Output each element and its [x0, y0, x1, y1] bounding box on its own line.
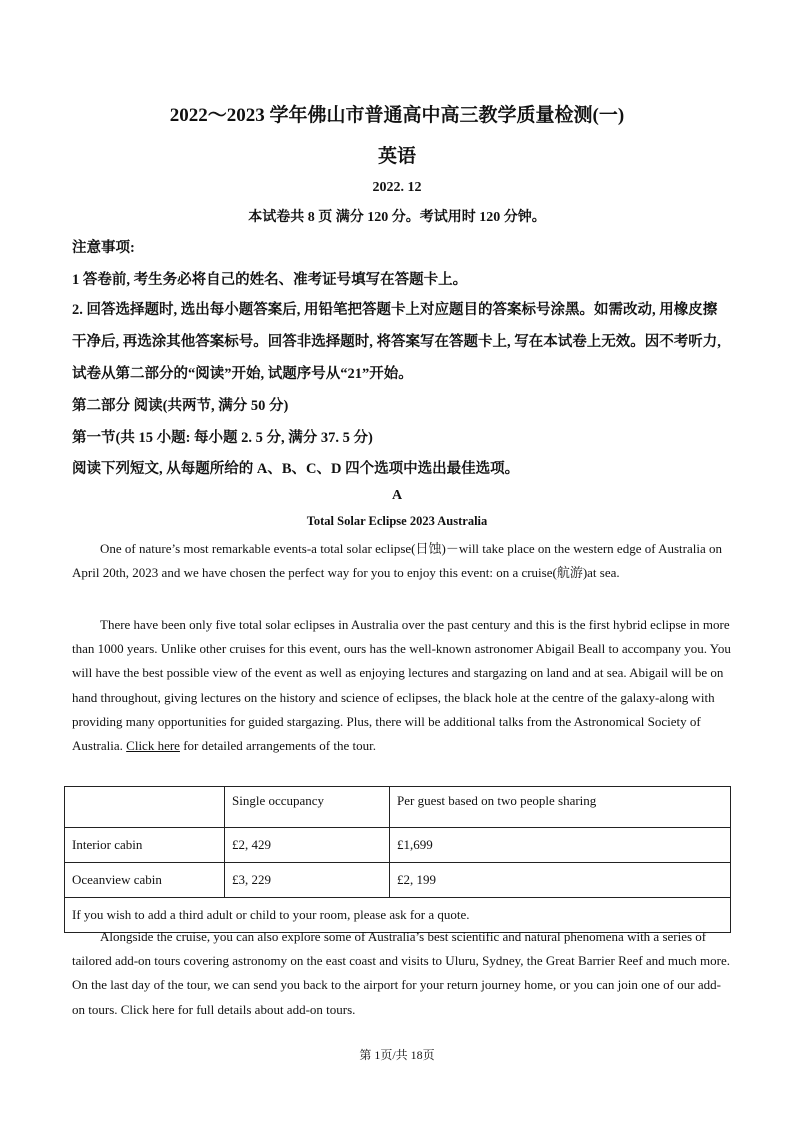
table-header-cell: Per guest based on two people sharing [390, 787, 731, 828]
table-row [65, 863, 731, 898]
table-cell: £3, 229 [225, 863, 390, 898]
subject-heading: 英语 [377, 146, 416, 167]
instructions-heading: 注意事项: [72, 240, 135, 256]
table-header-cell: Single occupancy [225, 787, 390, 828]
exam-info: 本试卷共 8 页 满分 120 分。考试用时 120 分钟。 [248, 210, 546, 225]
table-cell: £1,699 [390, 828, 731, 863]
table-note: If you wish to add a third adult or child to your room, please ask for a quote. [65, 898, 731, 933]
paragraph-2-text-b: for detailed arrangements of the tour. [179, 738, 376, 754]
page-number: 第 1页/共 18页 [359, 1048, 435, 1062]
instruction-item-1: 1 答卷前, 考生务必将自己的姓名、准考证号填写在答题卡上。 [72, 272, 468, 288]
part-heading: 第二部分 阅读(共两节, 满分 50 分) [72, 398, 289, 414]
paragraph-2 [72, 613, 732, 758]
paragraph-2-text-a: There have been only five total solar eclipses in Australia over the past century and this is the first hybrid eclipse in more than 1000 years. Unlike other cruises for this event, ours has the well-known astronomer Abigail Beall to accompany you. You will have the best possible view of the event as well as enjoying lectures and stargazing on land and at sea. Abigail will be on hand throughout, giving lectures on the history and science of eclipses, the black hole at the centre of the galaxy-along with providing many opportunities for guided stargazing. Plus, there will be additional talks from the Astronomical Society of Australia. [72, 617, 731, 754]
instruction-item-2: 2. 回答选择题时, 选出每小题答案后, 用铅笔把答题卡上对应题目的答案标号涂黑。如需改动, 用橡皮擦干净后, 再选涂其他答案标号。回答非选择题时, 将答案写在答题卡上, 写在本试卷上无效。因不考听力, 试卷从第二部分的“阅读”开始, 试题序号从“21”开始。 [72, 302, 721, 382]
passage-letter: A [391, 488, 403, 503]
table-header-row [65, 787, 731, 828]
reading-directions: 阅读下列短文, 从每题所给的 A、B、C、D 四个选项中选出最佳选项。 [72, 461, 520, 477]
section-heading: 第一节(共 15 小题: 每小题 2. 5 分, 满分 37. 5 分) [72, 430, 373, 446]
table-header-cell [65, 787, 225, 828]
detailed-arrangements-link[interactable]: Click here [126, 738, 180, 754]
table-row [65, 828, 731, 863]
paragraph-3: Alongside the cruise, you can also explore some of Australia’s best scientific and natural phenomena with a series of tailored add-on tours covering astronomy on the east coast and visits to Uluru, Sydney, the Great Barrier Reef and much more. On the last day of the tour, we can send you back to the airport for your return journey home, or you can join one of our add-on tours. Click here for full details about add-on tours. [72, 929, 731, 1017]
price-table [64, 786, 731, 933]
table-cell: £2, 429 [225, 828, 390, 863]
exam-date: 2022. 12 [372, 180, 422, 195]
table-cell: £2, 199 [390, 863, 731, 898]
passage-title: Total Solar Eclipse 2023 Australia [306, 514, 488, 528]
table-cell: Interior cabin [65, 828, 225, 863]
exam-title: 2022～2023 学年佛山市普通高中高三教学质量检测(一) [169, 105, 625, 126]
table-cell: Oceanview cabin [65, 863, 225, 898]
paragraph-1: One of nature’s most remarkable events-a total solar eclipse(日蚀)－will take place on the western edge of Australia on April 20th, 2023 and we have chosen the perfect way for you to enjoy this event: on a cruise(航游)at sea. [72, 541, 722, 581]
